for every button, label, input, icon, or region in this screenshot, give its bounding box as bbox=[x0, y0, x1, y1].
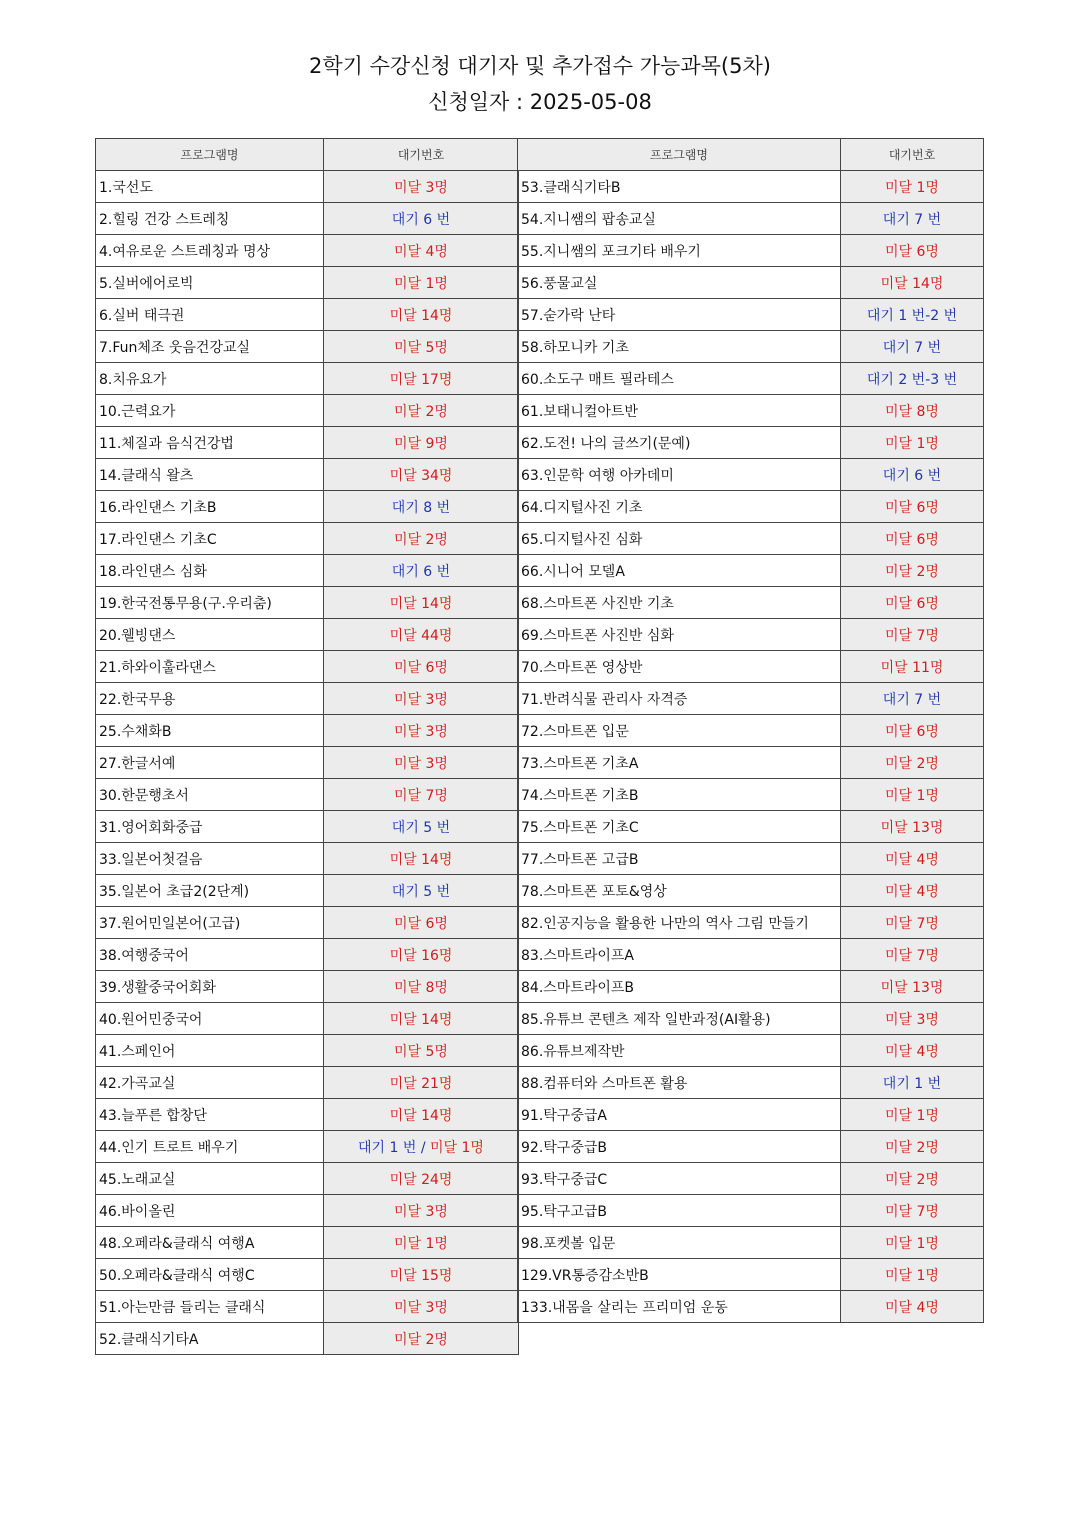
table-row bbox=[518, 523, 984, 555]
program-name: 17.라인댄스 기초C bbox=[96, 523, 324, 555]
program-status: 미달 8명 bbox=[324, 971, 519, 1003]
program-status: 미달 14명 bbox=[324, 843, 519, 875]
program-name: 37.원어민일본어(고급) bbox=[96, 907, 324, 939]
table-row bbox=[96, 1099, 519, 1131]
program-status: 미달 4명 bbox=[841, 843, 984, 875]
table-row bbox=[96, 1291, 519, 1323]
program-status: 미달 3명 bbox=[324, 1291, 519, 1323]
program-name: 22.한국무용 bbox=[96, 683, 324, 715]
program-name: 70.스마트폰 영상반 bbox=[518, 651, 841, 683]
table-row bbox=[518, 747, 984, 779]
table-row bbox=[518, 491, 984, 523]
program-status: 미달 5명 bbox=[324, 331, 519, 363]
table-row bbox=[518, 651, 984, 683]
program-status: 미달 44명 bbox=[324, 619, 519, 651]
table-row bbox=[96, 907, 519, 939]
program-name: 27.한글서예 bbox=[96, 747, 324, 779]
program-name: 25.수채화B bbox=[96, 715, 324, 747]
program-name: 69.스마트폰 사진반 심화 bbox=[518, 619, 841, 651]
program-name: 71.반려식물 관리사 자격증 bbox=[518, 683, 841, 715]
program-name: 86.유튜브제작반 bbox=[518, 1035, 841, 1067]
table-row bbox=[518, 1035, 984, 1067]
program-name: 54.지니쌤의 팝송교실 bbox=[518, 203, 841, 235]
table-row bbox=[518, 171, 984, 203]
program-status: 미달 6명 bbox=[324, 651, 519, 683]
program-name: 93.탁구중급C bbox=[518, 1163, 841, 1195]
program-name: 44.인기 트로트 배우기 bbox=[96, 1131, 324, 1163]
table-row bbox=[518, 715, 984, 747]
program-status: 미달 4명 bbox=[841, 875, 984, 907]
program-name: 133.내몸을 살리는 프리미엄 운동 bbox=[518, 1291, 841, 1323]
program-name: 2.힐링 건강 스트레칭 bbox=[96, 203, 324, 235]
program-status: 대기 5 번 bbox=[324, 811, 519, 843]
table-row bbox=[96, 299, 519, 331]
table-row bbox=[96, 939, 519, 971]
table-row bbox=[518, 939, 984, 971]
program-status: 미달 7명 bbox=[841, 619, 984, 651]
table-row bbox=[518, 267, 984, 299]
waitlist-header: 대기번호 bbox=[324, 139, 519, 171]
program-status: 미달 1명 bbox=[324, 267, 519, 299]
application-date: 신청일자 : 2025-05-08 bbox=[428, 90, 652, 114]
table-row bbox=[518, 1099, 984, 1131]
program-status: 미달 7명 bbox=[324, 779, 519, 811]
program-name: 46.바이올린 bbox=[96, 1195, 324, 1227]
program-name: 14.클래식 왈츠 bbox=[96, 459, 324, 491]
program-status: 미달 3명 bbox=[324, 1195, 519, 1227]
table-row bbox=[518, 1195, 984, 1227]
table-row bbox=[96, 843, 519, 875]
program-name: 4.여유로운 스트레칭과 명상 bbox=[96, 235, 324, 267]
table-row bbox=[96, 683, 519, 715]
program-status: 미달 14명 bbox=[324, 1003, 519, 1035]
program-name: 72.스마트폰 입문 bbox=[518, 715, 841, 747]
table-row bbox=[518, 299, 984, 331]
program-name: 20.웰빙댄스 bbox=[96, 619, 324, 651]
program-status: 대기 7 번 bbox=[841, 683, 984, 715]
program-status: 미달 2명 bbox=[324, 523, 519, 555]
program-status: 미달 6명 bbox=[841, 587, 984, 619]
program-status: 미달 2명 bbox=[324, 395, 519, 427]
table-row bbox=[96, 1323, 519, 1355]
table-row bbox=[96, 1131, 519, 1163]
table-row bbox=[518, 395, 984, 427]
program-name: 52.클래식기타A bbox=[96, 1323, 324, 1355]
table-row bbox=[518, 331, 984, 363]
program-name: 45.노래교실 bbox=[96, 1163, 324, 1195]
program-name: 31.영어회화중급 bbox=[96, 811, 324, 843]
program-status: 미달 11명 bbox=[841, 651, 984, 683]
table-row bbox=[96, 875, 519, 907]
program-status: 대기 1 번-2 번 bbox=[841, 299, 984, 331]
program-status: 미달 15명 bbox=[324, 1259, 519, 1291]
table-row bbox=[96, 1035, 519, 1067]
program-header: 프로그램명 bbox=[518, 139, 841, 171]
table-row bbox=[518, 779, 984, 811]
table-row bbox=[518, 427, 984, 459]
table-row bbox=[96, 1067, 519, 1099]
program-status: 미달 5명 bbox=[324, 1035, 519, 1067]
program-name: 66.시니어 모델A bbox=[518, 555, 841, 587]
program-name: 95.탁구고급B bbox=[518, 1195, 841, 1227]
program-name: 48.오페라&클래식 여행A bbox=[96, 1227, 324, 1259]
table-row bbox=[96, 523, 519, 555]
program-status: 미달 14명 bbox=[324, 299, 519, 331]
table-row bbox=[96, 171, 519, 203]
table-row bbox=[518, 619, 984, 651]
program-status: 미달 6명 bbox=[324, 907, 519, 939]
program-status: 미달 8명 bbox=[841, 395, 984, 427]
table-row bbox=[518, 1227, 984, 1259]
program-name: 65.디지털사진 심화 bbox=[518, 523, 841, 555]
table-row bbox=[518, 811, 984, 843]
program-status: 미달 6명 bbox=[841, 491, 984, 523]
program-status: 미달 2명 bbox=[841, 555, 984, 587]
program-name: 82.인공지능을 활용한 나만의 역사 그림 만들기 bbox=[518, 907, 841, 939]
program-name: 88.컴퓨터와 스마트폰 활용 bbox=[518, 1067, 841, 1099]
program-name: 38.여행중국어 bbox=[96, 939, 324, 971]
program-name: 60.소도구 매트 필라테스 bbox=[518, 363, 841, 395]
program-status: 미달 6명 bbox=[841, 235, 984, 267]
program-status: 대기 6 번 bbox=[841, 459, 984, 491]
course-table-left bbox=[95, 138, 519, 1355]
program-name: 61.보태니컬아트반 bbox=[518, 395, 841, 427]
table-row bbox=[96, 363, 519, 395]
program-status: 미달 2명 bbox=[841, 747, 984, 779]
program-name: 57.숟가락 난타 bbox=[518, 299, 841, 331]
program-status: 미달 24명 bbox=[324, 1163, 519, 1195]
program-name: 75.스마트폰 기초C bbox=[518, 811, 841, 843]
program-status: 미달 9명 bbox=[324, 427, 519, 459]
table-row bbox=[518, 683, 984, 715]
program-name: 55.지니쌤의 포크기타 배우기 bbox=[518, 235, 841, 267]
table-row bbox=[518, 1067, 984, 1099]
program-name: 85.유튜브 콘텐츠 제작 일반과정(AI활용) bbox=[518, 1003, 841, 1035]
program-name: 74.스마트폰 기초B bbox=[518, 779, 841, 811]
program-status: 미달 2명 bbox=[324, 1323, 519, 1355]
program-status: 미달 1명 bbox=[841, 1099, 984, 1131]
program-name: 35.일본어 초급2(2단계) bbox=[96, 875, 324, 907]
program-status: 미달 1명 bbox=[324, 1227, 519, 1259]
table-row bbox=[518, 875, 984, 907]
table-row bbox=[96, 395, 519, 427]
page-title: 2학기 수강신청 대기자 및 추가접수 가능과목(5차) bbox=[309, 54, 771, 78]
table-row bbox=[96, 779, 519, 811]
program-status: 대기 6 번 bbox=[324, 203, 519, 235]
program-name: 129.VR통증감소반B bbox=[518, 1259, 841, 1291]
table-row bbox=[96, 1163, 519, 1195]
program-status: 미달 1명 bbox=[841, 779, 984, 811]
program-status: 미달 13명 bbox=[841, 811, 984, 843]
table-row bbox=[518, 203, 984, 235]
program-name: 16.라인댄스 기초B bbox=[96, 491, 324, 523]
program-name: 58.하모니카 기초 bbox=[518, 331, 841, 363]
program-status: 대기 2 번-3 번 bbox=[841, 363, 984, 395]
program-status: 대기 7 번 bbox=[841, 331, 984, 363]
program-status: 미달 17명 bbox=[324, 363, 519, 395]
waitlist-number: 대기 1 번 bbox=[358, 1139, 417, 1156]
table-row bbox=[96, 715, 519, 747]
program-status: 미달 14명 bbox=[324, 1099, 519, 1131]
program-name: 63.인문학 여행 아카데미 bbox=[518, 459, 841, 491]
program-name: 43.늘푸른 합창단 bbox=[96, 1099, 324, 1131]
program-name: 77.스마트폰 고급B bbox=[518, 843, 841, 875]
program-status: 미달 1명 bbox=[841, 1259, 984, 1291]
program-name: 53.클래식기타B bbox=[518, 171, 841, 203]
program-status: 미달 7명 bbox=[841, 907, 984, 939]
program-name: 10.근력요가 bbox=[96, 395, 324, 427]
table-row bbox=[96, 491, 519, 523]
program-status: 미달 6명 bbox=[841, 523, 984, 555]
program-status: 미달 7명 bbox=[841, 1195, 984, 1227]
program-status: 미달 13명 bbox=[841, 971, 984, 1003]
program-status: 미달 3명 bbox=[324, 747, 519, 779]
program-status: 미달 4명 bbox=[841, 1035, 984, 1067]
program-name: 42.가곡교실 bbox=[96, 1067, 324, 1099]
program-status: 미달 1명 bbox=[841, 171, 984, 203]
table-row bbox=[518, 1291, 984, 1323]
program-status: 대기 7 번 bbox=[841, 203, 984, 235]
program-status: 미달 16명 bbox=[324, 939, 519, 971]
program-status: 미달 3명 bbox=[324, 171, 519, 203]
program-header: 프로그램명 bbox=[96, 139, 324, 171]
program-name: 41.스페인어 bbox=[96, 1035, 324, 1067]
program-name: 51.아는만큼 들리는 클래식 bbox=[96, 1291, 324, 1323]
table-row bbox=[518, 971, 984, 1003]
shortage-count: 미달 1명 bbox=[430, 1139, 484, 1156]
program-name: 83.스마트라이프A bbox=[518, 939, 841, 971]
table-row bbox=[518, 555, 984, 587]
program-status: 미달 6명 bbox=[841, 715, 984, 747]
table-row bbox=[518, 1131, 984, 1163]
program-name: 68.스마트폰 사진반 기초 bbox=[518, 587, 841, 619]
table-row bbox=[518, 363, 984, 395]
program-name: 33.일본어첫걸음 bbox=[96, 843, 324, 875]
program-status: 미달 2명 bbox=[841, 1163, 984, 1195]
program-name: 91.탁구중급A bbox=[518, 1099, 841, 1131]
table-row bbox=[518, 235, 984, 267]
program-status: 미달 14명 bbox=[324, 587, 519, 619]
table-row bbox=[96, 235, 519, 267]
table-row bbox=[96, 747, 519, 779]
program-name: 8.치유요가 bbox=[96, 363, 324, 395]
table-row bbox=[518, 1003, 984, 1035]
program-status: 대기 6 번 bbox=[324, 555, 519, 587]
program-name: 73.스마트폰 기초A bbox=[518, 747, 841, 779]
program-status: 미달 2명 bbox=[841, 1131, 984, 1163]
program-name: 39.생활중국어회화 bbox=[96, 971, 324, 1003]
program-status: 미달 34명 bbox=[324, 459, 519, 491]
program-status: 미달 4명 bbox=[841, 1291, 984, 1323]
status-separator: / bbox=[416, 1139, 431, 1156]
table-header-row bbox=[518, 139, 984, 171]
program-name: 56.풍물교실 bbox=[518, 267, 841, 299]
program-status: 대기 8 번 bbox=[324, 491, 519, 523]
program-status: 미달 3명 bbox=[324, 683, 519, 715]
table-row bbox=[518, 843, 984, 875]
program-name: 50.오페라&클래식 여행C bbox=[96, 1259, 324, 1291]
program-name: 19.한국전통무용(구.우리춤) bbox=[96, 587, 324, 619]
table-row bbox=[96, 331, 519, 363]
program-name: 7.Fun체조 웃음건강교실 bbox=[96, 331, 324, 363]
program-name: 18.라인댄스 심화 bbox=[96, 555, 324, 587]
program-status: 대기 5 번 bbox=[324, 875, 519, 907]
program-status bbox=[324, 1131, 519, 1163]
program-status: 미달 3명 bbox=[324, 715, 519, 747]
table-row bbox=[518, 907, 984, 939]
table-row bbox=[96, 1003, 519, 1035]
course-table-right-body bbox=[518, 171, 984, 1323]
table-header-row bbox=[96, 139, 519, 171]
program-name: 92.탁구중급B bbox=[518, 1131, 841, 1163]
program-name: 62.도전! 나의 글쓰기(문예) bbox=[518, 427, 841, 459]
program-name: 1.국선도 bbox=[96, 171, 324, 203]
course-table-right bbox=[517, 138, 984, 1323]
table-row bbox=[96, 587, 519, 619]
program-name: 64.디지털사진 기초 bbox=[518, 491, 841, 523]
table-row bbox=[96, 427, 519, 459]
table-row bbox=[96, 267, 519, 299]
table-row bbox=[96, 1195, 519, 1227]
program-status: 미달 7명 bbox=[841, 939, 984, 971]
table-row bbox=[96, 1259, 519, 1291]
program-status: 미달 4명 bbox=[324, 235, 519, 267]
course-table-left-body bbox=[96, 171, 519, 1355]
program-name: 6.실버 태극권 bbox=[96, 299, 324, 331]
table-row bbox=[96, 459, 519, 491]
program-name: 98.포켓볼 입문 bbox=[518, 1227, 841, 1259]
program-name: 5.실버에어로빅 bbox=[96, 267, 324, 299]
waitlist-header: 대기번호 bbox=[841, 139, 984, 171]
program-status: 대기 1 번 bbox=[841, 1067, 984, 1099]
table-row bbox=[518, 1163, 984, 1195]
table-row bbox=[96, 619, 519, 651]
program-status: 미달 21명 bbox=[324, 1067, 519, 1099]
table-row bbox=[96, 971, 519, 1003]
table-row bbox=[96, 555, 519, 587]
table-row bbox=[96, 811, 519, 843]
program-name: 30.한문행초서 bbox=[96, 779, 324, 811]
table-row bbox=[518, 1259, 984, 1291]
program-name: 11.체질과 음식건강법 bbox=[96, 427, 324, 459]
program-status: 미달 1명 bbox=[841, 1227, 984, 1259]
table-row bbox=[518, 587, 984, 619]
table-row bbox=[518, 459, 984, 491]
program-status: 미달 1명 bbox=[841, 427, 984, 459]
program-name: 84.스마트라이프B bbox=[518, 971, 841, 1003]
program-name: 78.스마트폰 포토&영상 bbox=[518, 875, 841, 907]
program-name: 40.원어민중국어 bbox=[96, 1003, 324, 1035]
table-row bbox=[96, 651, 519, 683]
program-name: 21.하와이훌라댄스 bbox=[96, 651, 324, 683]
program-status: 미달 3명 bbox=[841, 1003, 984, 1035]
program-status: 미달 14명 bbox=[841, 267, 984, 299]
table-row bbox=[96, 203, 519, 235]
table-row bbox=[96, 1227, 519, 1259]
